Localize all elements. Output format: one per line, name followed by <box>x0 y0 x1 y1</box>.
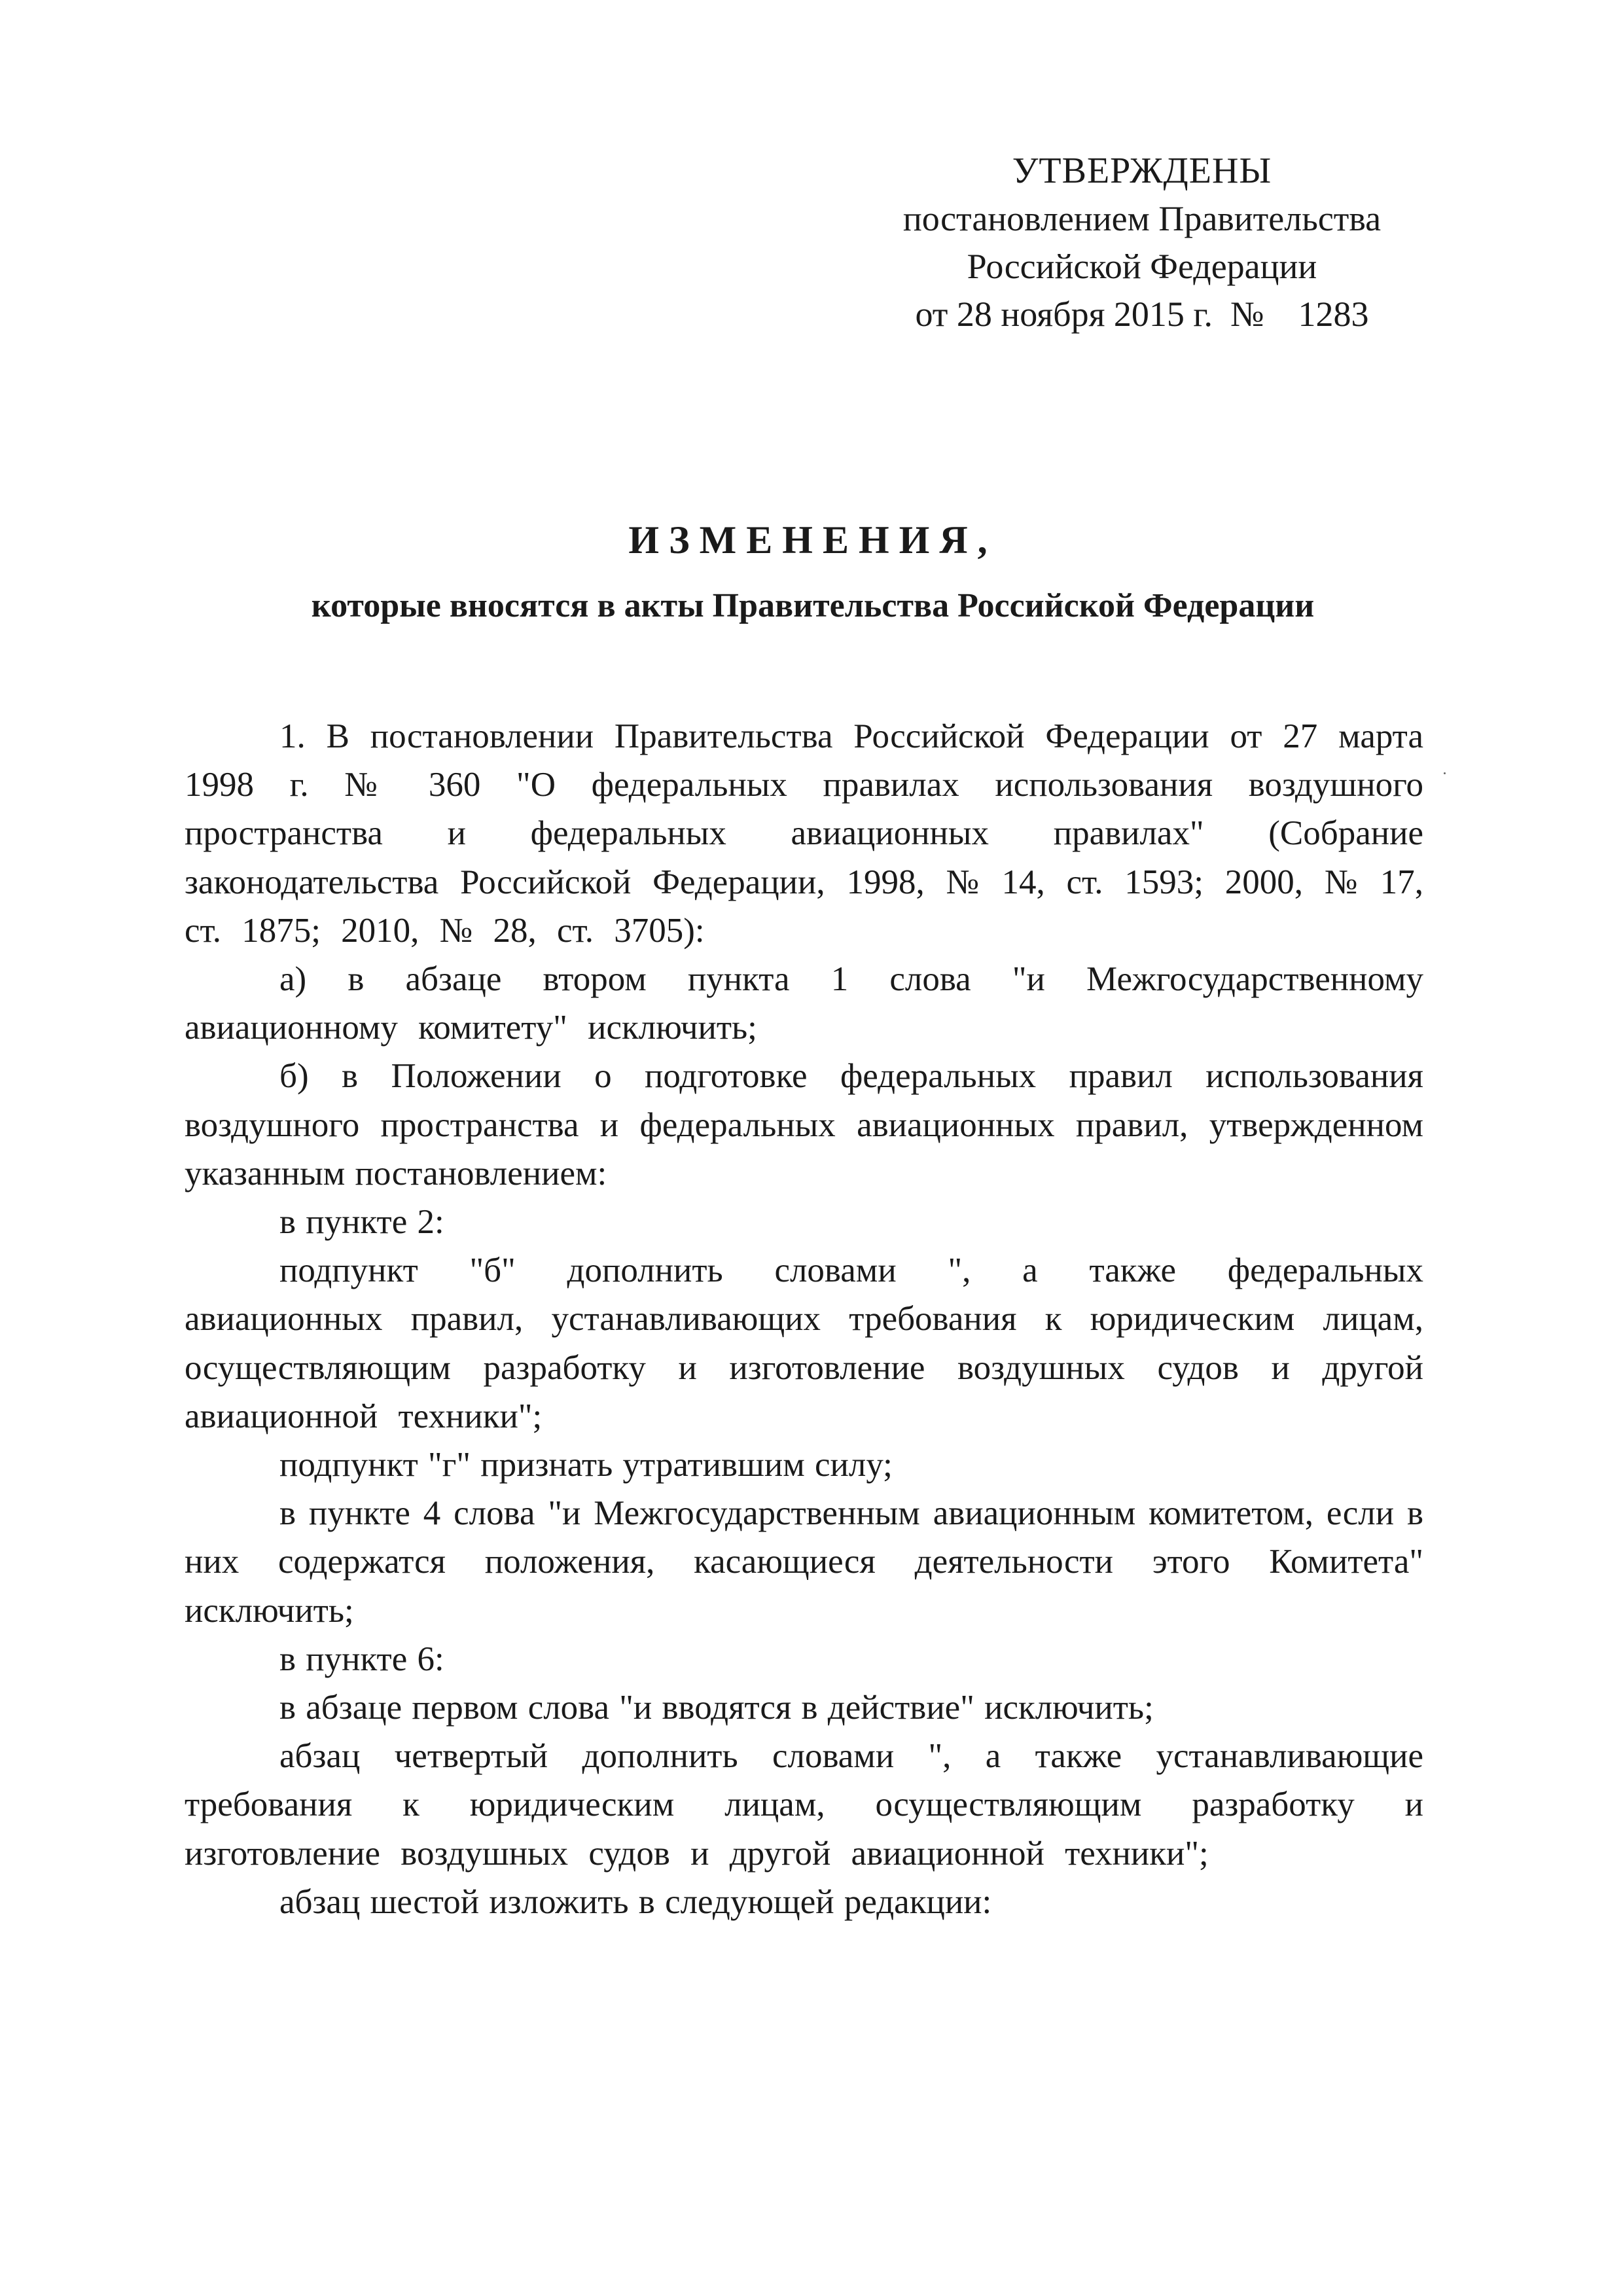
scan-speck <box>1444 772 1446 774</box>
approval-title: УТВЕРЖДЕНЫ <box>1012 151 1272 191</box>
paragraph-fourth-abzac: абзац четвертый дополнить словами ", а также устанавливающие требования к юридическим лицам, осуществляющим разработку и изготовление воздушных судов и другой авиационной техники"; <box>185 1737 1423 1873</box>
paragraph-subpoint-b: подпункт "б" дополнить словами ", а также федеральных авиационных правил, устанавливающих требования к юридическим лицам, осуществляющим разработку и изготовление воздушных судов и другой авиационной техники"; <box>185 1251 1423 1435</box>
document-body <box>185 712 1423 1926</box>
approval-date: от 28 ноября 2015 г. <box>915 295 1213 334</box>
paragraph-first-abzac: в абзаце первом слова "и вводятся в действие" исключить; <box>279 1689 1154 1727</box>
paragraph-point-2: в пункте 2: <box>279 1203 444 1242</box>
approval-number-sign: № <box>1230 295 1264 334</box>
approval-authority-line: Российской Федерации <box>967 247 1317 286</box>
paragraph-point-4: в пункте 4 слова "и Межгосударственным авиационным комитетом, если в них содержатся положения, касающиеся деятельности этого Комитета" исключить; <box>185 1494 1423 1630</box>
paragraph-sixth-abzac: абзац шестой изложить в следующей редакции: <box>279 1882 992 1921</box>
paragraph-point-6: в пункте 6: <box>279 1640 444 1678</box>
paragraph-subpoint-g: подпункт "г" признать утратившим силу; <box>279 1446 893 1484</box>
document-title <box>185 514 1441 629</box>
approval-resolution-line: постановлением Правительства <box>902 199 1382 238</box>
approval-block <box>874 147 1410 338</box>
approval-number: 1283 <box>1298 295 1369 334</box>
paragraph-item-a: а) в абзаце втором пункта 1 слова "и Межгосударственному авиационному комитету" исключить; <box>185 960 1423 1047</box>
paragraph-item-b: б) в Положении о подготовке федеральных правил использования воздушного пространства и федеральных авиационных правил, утвержденном указанным постановлением: <box>185 1057 1423 1193</box>
approval-date-number-line <box>874 291 1410 338</box>
title-subtitle: которые вносятся в акты Правительства Российской Федерации <box>311 587 1315 624</box>
title-main: ИЗМЕНЕНИЯ, <box>628 518 997 562</box>
paragraph-1: 1. В постановлении Правительства Российской Федерации от 27 марта 1998 г. № 360 "О федеральных правилах использования воздушного пространства и федеральных авиационных правилах" (Собрание законодательства Российской Федерации, 1998, № 14, ст. 1593; 2000, № 17, ст. 1875; 2010, № 28, ст. 3705): <box>185 717 1423 950</box>
